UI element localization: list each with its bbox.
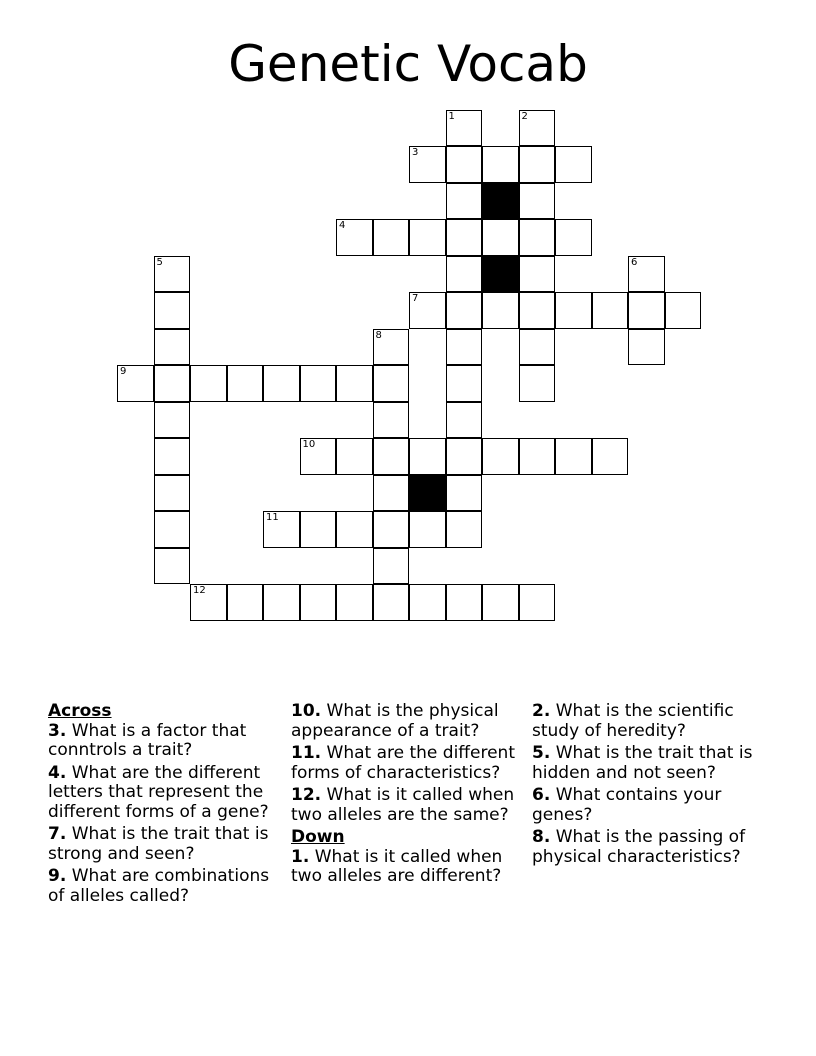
across-clue-list-1 bbox=[48, 722, 273, 907]
clue-number: 11. bbox=[291, 743, 322, 763]
grid-cell[interactable] bbox=[446, 183, 483, 220]
grid-cell[interactable] bbox=[555, 292, 592, 329]
clue-text: What are combinations of alleles called? bbox=[48, 866, 270, 906]
grid-cell[interactable] bbox=[446, 365, 483, 402]
clue-number: 7. bbox=[48, 824, 67, 844]
grid-cell[interactable] bbox=[154, 548, 191, 585]
grid-cell[interactable] bbox=[373, 219, 410, 256]
grid-cell[interactable] bbox=[446, 329, 483, 366]
clue-number: 4. bbox=[48, 762, 67, 783]
clue-number: 6. bbox=[532, 785, 551, 805]
grid-cell[interactable] bbox=[154, 329, 191, 366]
grid-cell[interactable] bbox=[154, 475, 191, 512]
grid-cell[interactable] bbox=[555, 219, 592, 256]
clue bbox=[532, 702, 757, 741]
grid-cell[interactable] bbox=[592, 438, 629, 475]
grid-cell[interactable] bbox=[409, 584, 446, 621]
grid-cell[interactable] bbox=[154, 438, 191, 475]
grid-cell[interactable] bbox=[446, 256, 483, 293]
clue-number: 2. bbox=[532, 701, 551, 721]
grid-cell[interactable] bbox=[519, 219, 556, 256]
clue-text: What is the trait that is hidden and not seen? bbox=[532, 743, 753, 783]
cell-number: 10 bbox=[302, 439, 316, 450]
grid-cell[interactable] bbox=[336, 365, 373, 402]
clue-number: 1. bbox=[291, 846, 310, 867]
grid-cell[interactable] bbox=[446, 438, 483, 475]
grid-cell[interactable] bbox=[336, 219, 373, 256]
clue-text: What are the different forms of characteristics? bbox=[291, 743, 515, 783]
blocked-cell bbox=[482, 256, 519, 293]
clue bbox=[48, 867, 273, 906]
cell-number: 4 bbox=[339, 220, 346, 231]
grid-cell[interactable] bbox=[519, 292, 556, 329]
grid-cell[interactable] bbox=[373, 475, 410, 512]
grid-cell[interactable] bbox=[446, 584, 483, 621]
cell-number: 1 bbox=[448, 110, 455, 122]
across-header: Across bbox=[48, 701, 112, 721]
grid-cell[interactable] bbox=[373, 548, 410, 585]
clue bbox=[291, 702, 519, 741]
clue-text: What contains your genes? bbox=[532, 785, 722, 825]
grid-cell[interactable] bbox=[154, 511, 191, 548]
grid-cell[interactable] bbox=[519, 256, 556, 293]
grid-cell[interactable] bbox=[117, 365, 154, 402]
grid-cell[interactable] bbox=[300, 584, 337, 621]
clue-number: 10. bbox=[291, 701, 322, 721]
grid-cell[interactable] bbox=[628, 292, 665, 329]
grid-cell[interactable] bbox=[190, 584, 227, 621]
grid-cell[interactable] bbox=[482, 292, 519, 329]
clues-column-3 bbox=[532, 702, 757, 870]
grid-cell[interactable] bbox=[373, 402, 410, 439]
grid-cell[interactable] bbox=[373, 584, 410, 621]
cell-number: 5 bbox=[156, 256, 163, 268]
grid-cell[interactable] bbox=[446, 511, 483, 548]
grid-cell[interactable] bbox=[519, 329, 556, 366]
cell-number: 11 bbox=[266, 512, 279, 523]
grid-cell[interactable] bbox=[373, 511, 410, 548]
grid-cell[interactable] bbox=[446, 292, 483, 329]
grid-cell[interactable] bbox=[519, 183, 556, 220]
grid-cell[interactable] bbox=[482, 584, 519, 621]
grid-cell[interactable] bbox=[482, 146, 519, 183]
grid-cell[interactable] bbox=[446, 110, 483, 147]
grid-cell[interactable] bbox=[519, 365, 556, 402]
down-clue-list-1 bbox=[291, 848, 519, 887]
cell-number: 2 bbox=[521, 110, 528, 122]
clues-column-1 bbox=[48, 702, 273, 909]
grid-cell[interactable] bbox=[409, 438, 446, 475]
grid-cell[interactable] bbox=[409, 219, 446, 256]
clue bbox=[532, 744, 757, 783]
grid-cell[interactable] bbox=[555, 146, 592, 183]
grid-cell[interactable] bbox=[336, 511, 373, 548]
cell-number: 3 bbox=[412, 147, 419, 158]
grid-cell[interactable] bbox=[592, 292, 629, 329]
grid-cell[interactable] bbox=[300, 365, 337, 402]
clue-number: 8. bbox=[532, 827, 551, 847]
grid-cell[interactable] bbox=[373, 329, 410, 366]
grid-cell[interactable] bbox=[446, 475, 483, 512]
across-clue-list-2 bbox=[291, 702, 519, 825]
clue-text: What is a factor that conntrols a trait? bbox=[48, 720, 247, 760]
clue-text: What are the different letters that represent the different forms of a gene? bbox=[48, 762, 269, 822]
grid-cell[interactable] bbox=[154, 256, 191, 293]
grid-cell[interactable] bbox=[519, 438, 556, 475]
clue bbox=[532, 786, 757, 825]
grid-cell[interactable] bbox=[409, 511, 446, 548]
grid-cell[interactable] bbox=[628, 329, 665, 366]
grid-cell[interactable] bbox=[482, 438, 519, 475]
clue-text: What is it called when two alleles are different? bbox=[291, 846, 503, 886]
clue-number: 9. bbox=[48, 866, 67, 886]
grid-cell[interactable] bbox=[263, 365, 300, 402]
clue bbox=[291, 848, 519, 887]
clue-text: What is the passing of physical characteristics? bbox=[532, 827, 746, 867]
clues-column-2 bbox=[291, 702, 519, 890]
down-clue-list-2 bbox=[532, 702, 757, 867]
grid-cell[interactable] bbox=[336, 438, 373, 475]
clue-text: What is the scientific study of heredity? bbox=[532, 701, 734, 741]
clue-number: 12. bbox=[291, 785, 322, 805]
grid-cell[interactable] bbox=[409, 292, 446, 329]
clue-number: 3. bbox=[48, 720, 67, 741]
grid-cell[interactable] bbox=[190, 365, 227, 402]
grid-cell[interactable] bbox=[446, 146, 483, 183]
cell-number: 9 bbox=[120, 366, 127, 377]
grid-cell[interactable] bbox=[373, 438, 410, 475]
grid-cell[interactable] bbox=[227, 365, 264, 402]
grid-cell[interactable] bbox=[300, 511, 337, 548]
clue bbox=[291, 744, 519, 783]
grid-cell[interactable] bbox=[628, 256, 665, 293]
grid-cell[interactable] bbox=[665, 292, 702, 329]
grid-cell[interactable] bbox=[227, 584, 264, 621]
grid-cell[interactable] bbox=[154, 292, 191, 329]
clue bbox=[291, 786, 519, 825]
grid-cell[interactable] bbox=[373, 365, 410, 402]
grid-cell[interactable] bbox=[446, 219, 483, 256]
grid-cell[interactable] bbox=[336, 584, 373, 621]
clue bbox=[48, 722, 273, 761]
blocked-cell bbox=[409, 475, 446, 512]
grid-cell[interactable] bbox=[263, 584, 300, 621]
grid-cell[interactable] bbox=[263, 511, 300, 548]
cell-number: 8 bbox=[375, 329, 382, 341]
clue bbox=[48, 825, 273, 864]
grid-cell[interactable] bbox=[154, 402, 191, 439]
down-header: Down bbox=[291, 827, 345, 847]
clue-number: 5. bbox=[532, 743, 551, 763]
grid-cell[interactable] bbox=[409, 146, 446, 183]
cell-number: 6 bbox=[631, 256, 638, 268]
clue-text: What is the physical appearance of a trait? bbox=[291, 701, 499, 741]
grid-cell[interactable] bbox=[300, 438, 337, 475]
clue-text: What is it called when two alleles are the same? bbox=[291, 785, 515, 825]
grid-cell[interactable] bbox=[519, 584, 556, 621]
grid-cell[interactable] bbox=[555, 438, 592, 475]
clue-text: What is the trait that is strong and seen? bbox=[48, 824, 269, 864]
grid-cell[interactable] bbox=[154, 365, 191, 402]
grid-cell[interactable] bbox=[519, 146, 556, 183]
cell-number: 12 bbox=[193, 585, 206, 596]
clue bbox=[48, 764, 273, 823]
grid-cell[interactable] bbox=[446, 402, 483, 439]
cell-number: 7 bbox=[412, 293, 419, 304]
grid-cell[interactable] bbox=[519, 110, 556, 147]
grid-cell[interactable] bbox=[482, 219, 519, 256]
clue bbox=[532, 828, 757, 867]
blocked-cell bbox=[482, 183, 519, 220]
puzzle-title: Genetic Vocab bbox=[228, 35, 588, 93]
